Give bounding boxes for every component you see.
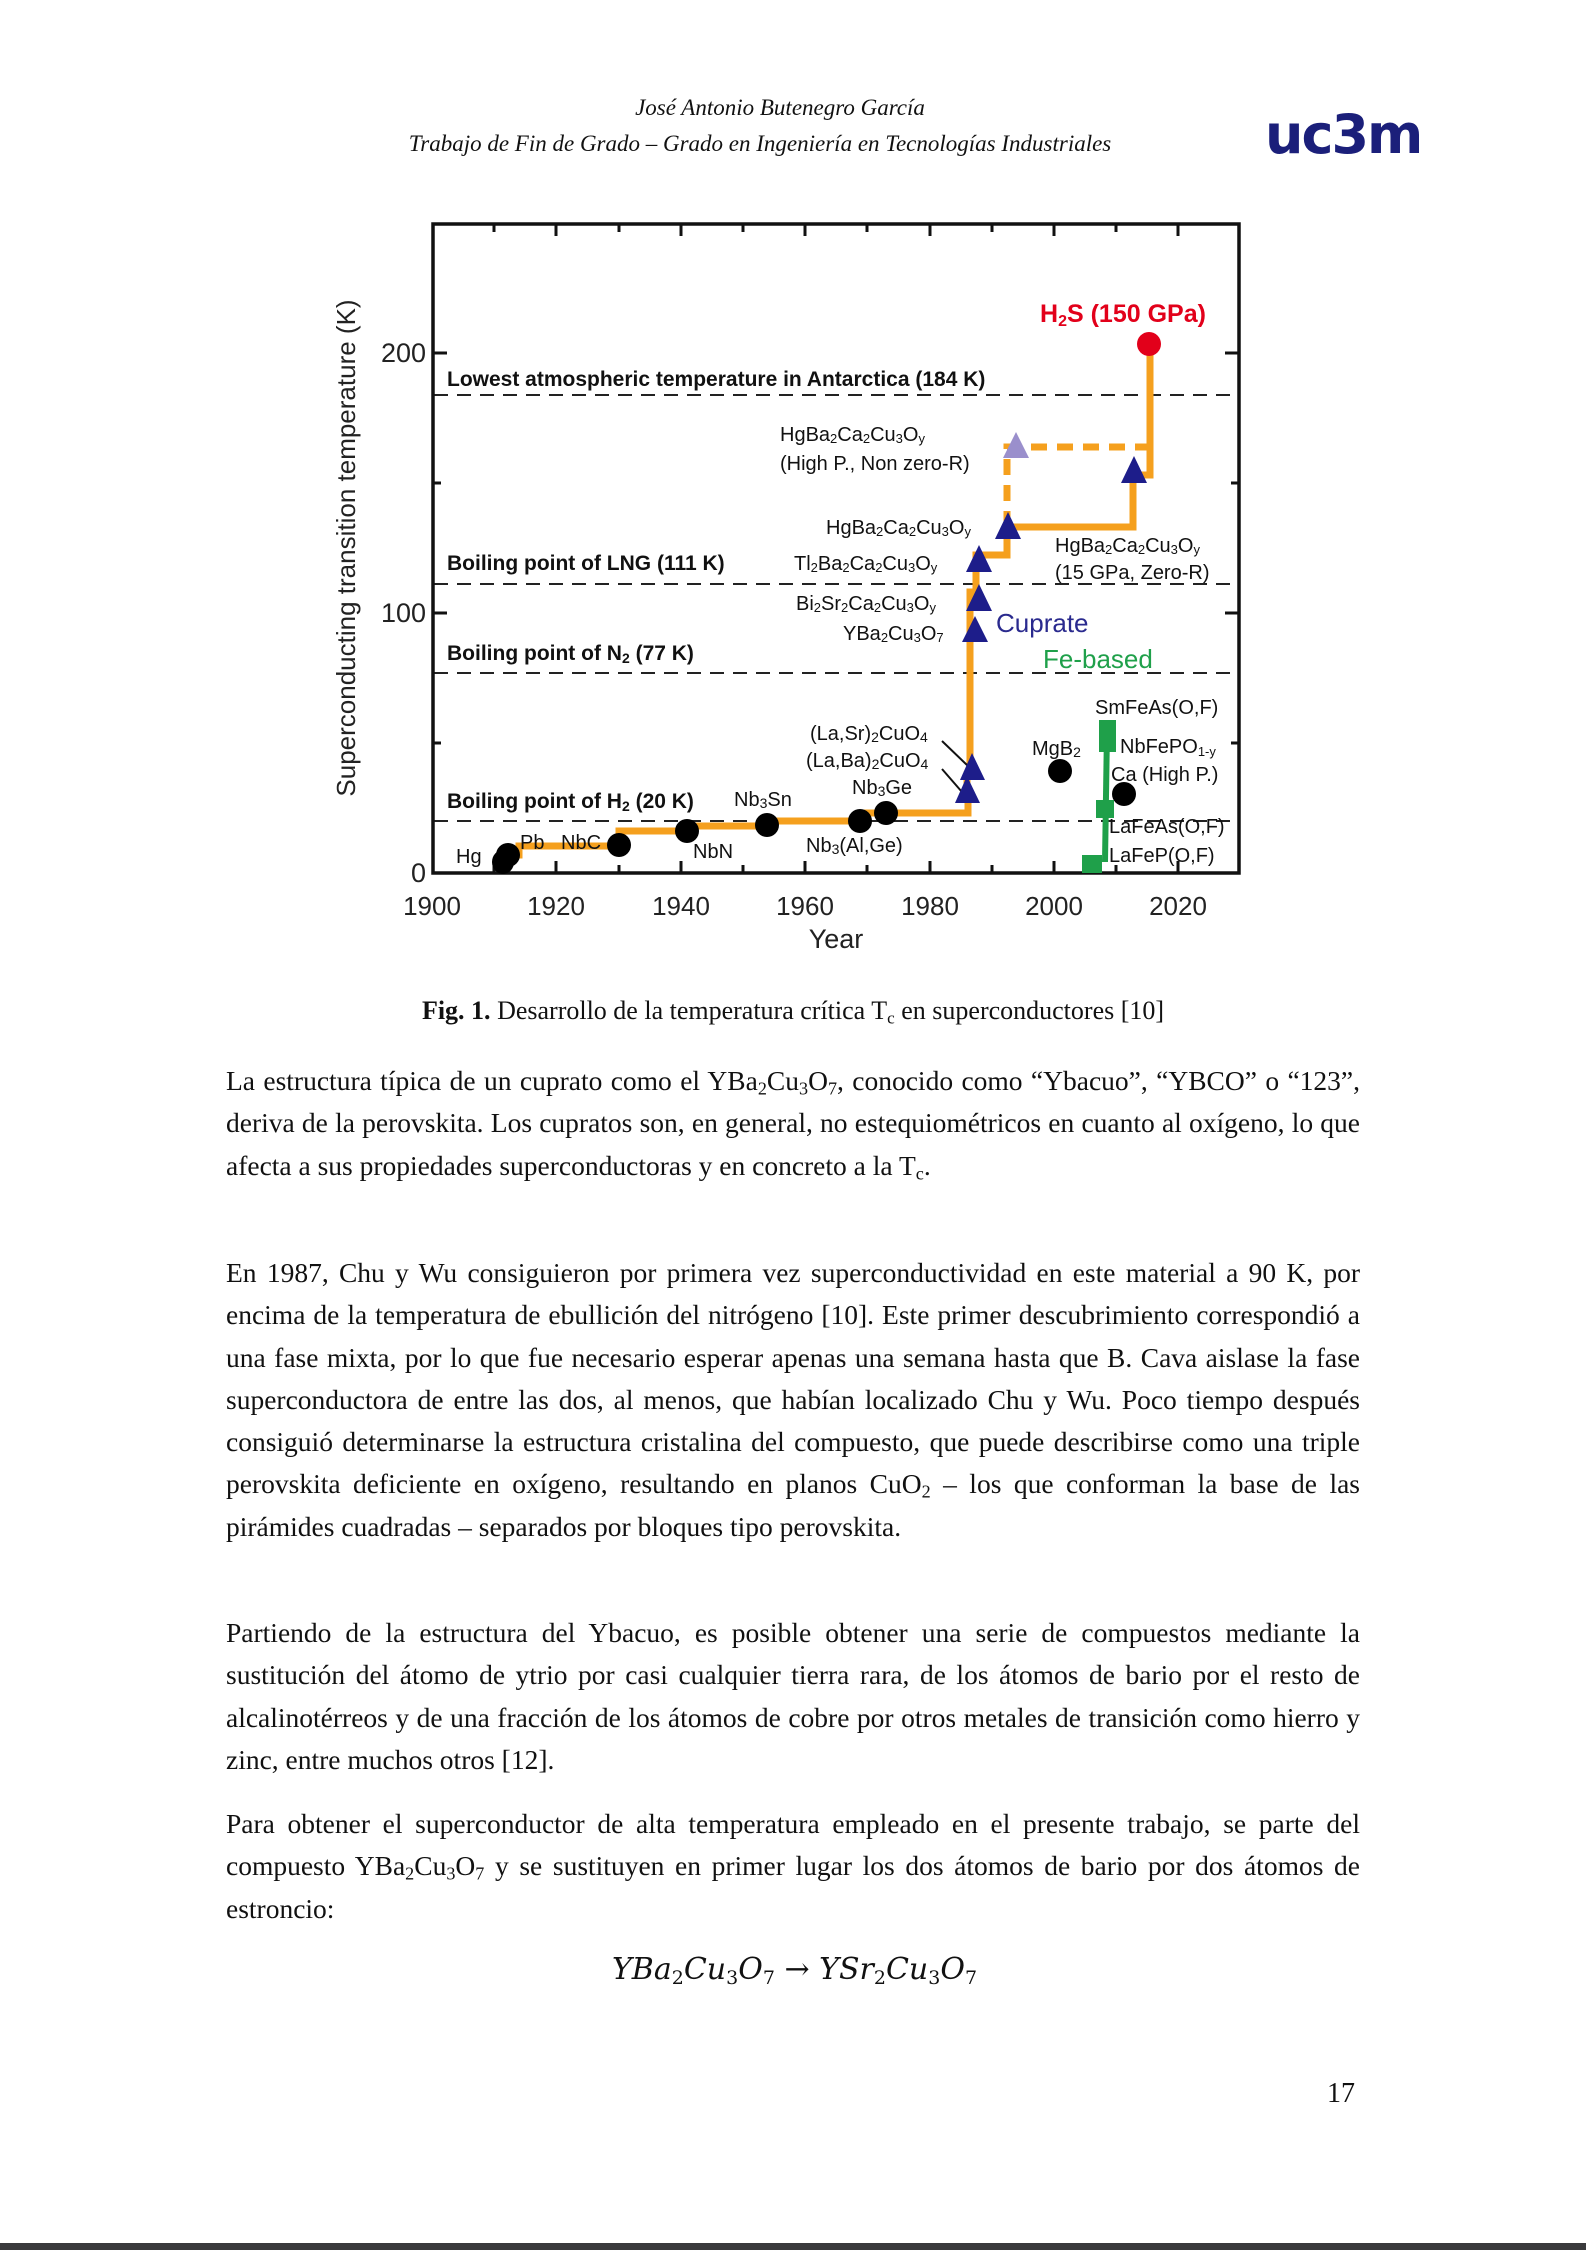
x-tick-1980: 1980 — [901, 891, 959, 921]
y-tick-0: 0 — [410, 858, 426, 888]
label-cuprate: Cuprate — [996, 608, 1089, 638]
chemical-equation: $YBa_2Cu_3O_7 \to YSr_2Cu_3O_7$ — [612, 1952, 978, 1989]
marker-la-sr-cuo4 — [960, 753, 985, 780]
viewer-bottom-bar — [0, 2243, 1586, 2250]
y-tick-100: 100 — [380, 598, 426, 628]
label-nbc: NbC — [561, 832, 602, 854]
header-degree: Trabajo de Fin de Grado – Grado en Ingeniería en Tecnologías Industriales — [408, 131, 1112, 156]
x-tick-1940: 1940 — [652, 891, 710, 921]
label-highp-note: (High P., Non zero-R) — [780, 453, 970, 475]
label-ybco: YBa2Cu3O7 — [843, 623, 944, 645]
label-la-sr-cuo4: (La,Sr)2CuO4 — [810, 723, 928, 745]
label-hg1223: HgBa2Ca2Cu3Oy — [826, 517, 971, 539]
label-hg1223-highp: HgBa2Ca2Cu3Oy — [780, 424, 925, 446]
label-hg1223-15gpa: HgBa2Ca2Cu3Oy — [1055, 535, 1200, 557]
y-tick-200: 200 — [380, 338, 426, 368]
label-pb: Pb — [520, 832, 545, 854]
label-fe-based: Fe-based — [1043, 644, 1153, 674]
label-lafep: LaFeP(O,F) — [1109, 845, 1215, 867]
tc-history-chart — [0, 0, 1586, 980]
x-tick-2000: 2000 — [1025, 891, 1083, 921]
paragraph-3: Partiendo de la estructura del Ybacuo, es posible obtener una serie de compuestos mediante la sustitución del átomo de ytrio por casi cualquier tierra rara, de los átomos de bario por el resto de alcalinotérreos y de una fracción de los átomos de cobre por otros metales de transición como hierro y zinc, entre muchos otros [12]. — [226, 1617, 1360, 1775]
y-axis-label: Superconducting transition temperature (K) — [331, 299, 361, 797]
marker-ybco — [962, 616, 988, 642]
uc3m-logo: uc3m — [1265, 103, 1422, 166]
ref-label-20: Boiling point of H2 (20 K) — [447, 790, 694, 814]
ref-label-77: Boiling point of N2 (77 K) — [447, 642, 694, 666]
ref-label-184: Lowest atmospheric temperature in Antarctica (184 K) — [447, 368, 986, 391]
marker-hg1223-15gpa — [1121, 456, 1147, 483]
x-tick-2020: 2020 — [1149, 891, 1207, 921]
paragraph-2: En 1987, Chu y Wu consiguieron por primera vez superconductividad en este material a 90 K, por encima de la temperatura de ebullición del nitrógeno [10]. Este primer descubrimiento correspondió a una fase mixta, por lo que fue necesario esperar apenas una semana hasta que B. Cava aislase la fase superconductora de entre las dos, al menos, que habían localizado Chu y Wu. Poco tiempo después consiguió determinarse la estructura cristalina del compuesto, que puede describirse como una triple perovskita deficiente en oxígeno, resultando en planos CuO$_2$ – los que conforman la base de las pirámides cuadradas – separados por bloques tipo perovskita. — [226, 1257, 1360, 1542]
marker-pb — [496, 843, 520, 867]
x-axis-label: Year — [808, 924, 864, 954]
marker-nbn — [675, 819, 699, 843]
label-nb3sn: Nb3Sn — [734, 789, 792, 811]
label-h2s: H2S (150 GPa) — [1040, 300, 1206, 330]
paragraph-4: Para obtener el superconductor de alta temperatura empleado en el presente trabajo, se parte del compuesto $YBa_2Cu_3O_7$ y se sustituyen en primer lugar los dos átomos de bario por dos átomos de estroncio: — [226, 1808, 1360, 1924]
marker-nb3sn — [755, 813, 779, 837]
label-mgb2: MgB2 — [1032, 738, 1081, 760]
label-nbfepo: NbFePO1-y — [1120, 736, 1216, 759]
arrow-icon: → — [784, 1952, 810, 1987]
label-zeror-note: (15 GPa, Zero-R) — [1055, 562, 1210, 584]
x-tick-1920: 1920 — [527, 891, 585, 921]
marker-h2s — [1137, 332, 1161, 356]
label-nb3ge: Nb3Ge — [852, 777, 913, 799]
x-tick-1900: 1900 — [403, 891, 461, 921]
paragraph-1: La estructura típica de un cuprato como el $YBa_2Cu_3O_7$, conocido como “Ybacuo”, “YBCO” o “123”, deriva de la perovskita. Los cupratos son, en general, no estequiométricos en cuanto al oxígeno, lo que afecta a sus propiedades superconductoras y en concreto a la $T_c$. — [226, 1065, 1360, 1184]
marker-nbc — [607, 833, 631, 857]
label-nb3alge: Nb3(Al,Ge) — [806, 835, 903, 857]
label-lafeas: LaFeAs(O,F) — [1109, 816, 1225, 838]
marker-nb3alge — [848, 809, 872, 833]
label-la-ba-cuo4: (La,Ba)2CuO4 — [806, 750, 929, 772]
header-author: José Antonio Butenegro García — [635, 95, 925, 120]
label-tl: Tl2Ba2Ca2Cu3Oy — [794, 553, 938, 575]
marker-mgb2 — [1048, 759, 1072, 783]
x-tick-1960: 1960 — [776, 891, 834, 921]
marker-nb3ge — [874, 801, 898, 825]
figure-caption: Fig. 1. Desarrollo de la temperatura crítica $T_c$ en superconductores [10] — [421, 996, 1165, 1028]
label-hg: Hg — [456, 846, 482, 868]
marker-lafep — [1082, 855, 1102, 873]
marker-smfeas — [1099, 720, 1116, 738]
label-smfeas: SmFeAs(O,F) — [1095, 697, 1219, 719]
label-ca-highp: Ca (High P.) — [1111, 764, 1219, 786]
label-nbn: NbN — [693, 841, 734, 863]
label-bscco: Bi2Sr2Ca2Cu3Oy — [796, 593, 936, 615]
record-line-dashed — [1007, 447, 1150, 527]
page-number: 17 — [1327, 2078, 1355, 2109]
ref-label-111: Boiling point of LNG (111 K) — [447, 552, 725, 575]
